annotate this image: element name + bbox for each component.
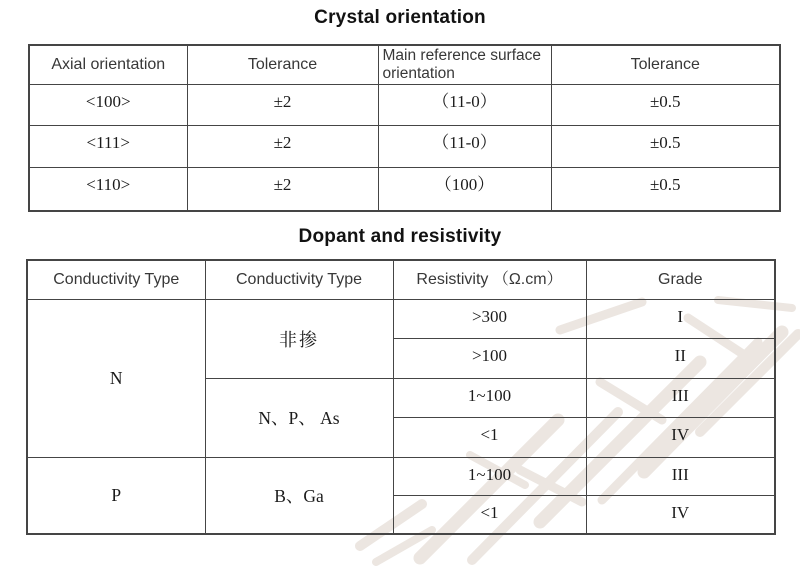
cell-axial-111: <111> [29, 126, 187, 168]
dopant-resistivity-table [26, 259, 776, 535]
cell-dopant-n-p-as: N、P、 As [205, 378, 393, 457]
cell-surface-orientation: （11-0） [378, 126, 551, 168]
table1-header-tolerance-1: Tolerance [187, 45, 378, 85]
cell-conductivity-type-p: P [27, 457, 205, 534]
table1-title: Crystal orientation [314, 7, 486, 28]
cell-axial-100: <100> [29, 85, 187, 126]
cell-surface-orientation: （100） [378, 168, 551, 211]
crystal-orientation-table [28, 44, 781, 212]
cell-resistivity: 1~100 [393, 457, 586, 495]
cell-grade: III [586, 457, 775, 495]
cell-resistivity: <1 [393, 417, 586, 457]
table-row [27, 457, 775, 495]
cell-surface-tolerance: ±0.5 [551, 85, 780, 126]
table2-header-conductivity-1: Conductivity Type [27, 260, 205, 299]
cell-axial-110: <110> [29, 168, 187, 211]
table2-header-resistivity: Resistivity （Ω.cm） [393, 260, 586, 299]
table2-header-grade: Grade [586, 260, 775, 299]
cell-resistivity: <1 [393, 495, 586, 534]
table1-header-axial-orientation: Axial orientation [29, 45, 187, 85]
table-row [29, 168, 780, 211]
cell-surface-tolerance: ±0.5 [551, 168, 780, 211]
cell-surface-orientation: （11-0） [378, 85, 551, 126]
table2-header-conductivity-2: Conductivity Type [205, 260, 393, 299]
cell-resistivity: >300 [393, 299, 586, 338]
table2-header-row [27, 260, 775, 299]
cell-grade: IV [586, 417, 775, 457]
table-row [29, 126, 780, 168]
cell-grade: IV [586, 495, 775, 534]
cell-dopant-b-ga: B、Ga [205, 457, 393, 534]
cell-conductivity-type-n: N [27, 299, 205, 457]
table1-header-row [29, 45, 780, 85]
cell-tolerance: ±2 [187, 168, 378, 211]
cell-resistivity: 1~100 [393, 378, 586, 417]
table-row [27, 299, 775, 338]
cell-tolerance: ±2 [187, 85, 378, 126]
cell-grade: III [586, 378, 775, 417]
table1-header-main-reference: Main reference surface orientation [378, 45, 551, 85]
table2-title: Dopant and resistivity [298, 226, 502, 247]
cell-surface-tolerance: ±0.5 [551, 126, 780, 168]
cell-tolerance: ±2 [187, 126, 378, 168]
table1-header-tolerance-2: Tolerance [551, 45, 780, 85]
table-row [29, 85, 780, 126]
cell-resistivity: >100 [393, 338, 586, 378]
cell-grade: I [586, 299, 775, 338]
cell-grade: II [586, 338, 775, 378]
cell-dopant-undoped: 非掺 [205, 299, 393, 378]
